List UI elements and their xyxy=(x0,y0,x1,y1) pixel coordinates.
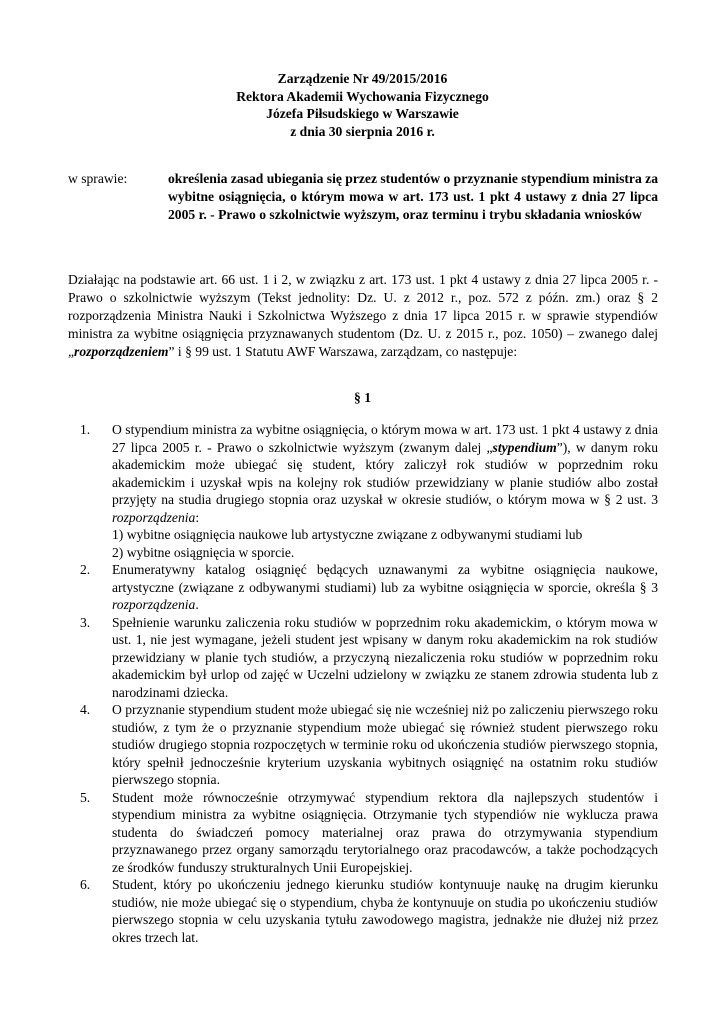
item-text: . xyxy=(195,597,199,612)
list-item-number: 2. xyxy=(80,562,91,577)
list-item xyxy=(68,701,658,789)
document-header xyxy=(0,70,725,140)
header-issuer: Rektora Akademii Wychowania Fizycznego xyxy=(236,88,489,104)
item-text: O stypendium ministra za wybitne osiągnięcia, o którym mowa w art. 173 ust. 1 pkt 4 ustawy z dnia 27 lipca 2005 r. - Prawo o szkolnictwie wyższym (zwanym dalej „ xyxy=(112,422,658,455)
preamble-defined-term: rozporządzeniem xyxy=(74,344,169,359)
header-date: z dnia 30 sierpnia 2016 r. xyxy=(290,123,435,139)
list-item xyxy=(68,561,658,614)
list-item-number: 1. xyxy=(80,422,91,437)
item-text: : xyxy=(195,509,200,525)
preamble-paragraph xyxy=(68,271,658,361)
subject-label: w sprawie: xyxy=(68,171,128,186)
item-italic-term: rozporządzenia xyxy=(112,509,196,525)
list-item xyxy=(68,421,658,561)
preamble-text-1: Działając na podstawie art. 66 ust. 1 i 2, w związku z art. 173 ust. 1 pkt 4 ustawy z dnia 27 lipca 2005 r. - Prawo o szkolnictwie wyższym (Tekst jednolity: Dz. U. z 2012 r., poz. 572 z późn. zm.) oraz § 2 rozporządzenia Ministra Nauki i Szkolnictwa Wyższego z dnia 17 lipca 2015 r. w sprawie stypendiów ministra za wybitne osiągnięcia przyznawanych studentom (Dz. U. z 2015 r., poz. 1050) – zwanego dalej „ xyxy=(68,272,658,359)
item-italic-term: rozporządzenia xyxy=(112,597,196,612)
list-item xyxy=(68,876,658,946)
list-item-number: 5. xyxy=(80,789,91,805)
item-text: Spełnienie warunku zaliczenia roku studiów w poprzednim roku akademickim, o którym mowa w ust. 1, nie jest wymagane, jeżeli student jest wpisany w danym roku akademickim na rok studiów przewidziany w planie tych studiów, a przyczyną niezaliczenia roku studiów w poprzednim roku akademickim był urlop od zajęć w Uczelni udzielony w związku ze stanem zdrowia studenta lub z narodzinami dziecka. xyxy=(112,614,658,700)
header-issuer-name: Józefa Piłsudskiego w Warszawie xyxy=(266,106,459,121)
list-item-number: 4. xyxy=(80,702,91,717)
item-text: Enumeratywny katalog osiągnięć będących uznawanymi za wybitne osiągnięcia naukowe, artystyczne (związane z odbywanymi studiami) lub za wybitne osiągnięcia w sporcie, określa § 3 xyxy=(112,562,658,595)
sub-item: 2) wybitne osiągnięcia w sporcie. xyxy=(112,544,295,560)
item-text: ”), w danym roku akademickim może ubiegać się student, który zaliczył rok studiów w poprzednim roku akademickim i uzyskał wpis na kolejny rok studiów przewidziany w planie studiów albo został przyjęty na studia drugiego stopnia oraz uzyskał w okresie studiów, o którym mowa w § 2 ust. 3 xyxy=(112,439,658,507)
list-item-number: 3. xyxy=(80,614,91,630)
item-text: O przyznanie stypendium student może ubiegać się nie wcześniej niż po zaliczeniu pierwszego roku studiów, z tym że o przyznanie stypendium może ubiegać się również student pierwszego roku studiów drugiego stopnia rozpoczętych w terminie roku od ukończenia studiów pierwszego stopnia, który spełnił jednocześnie kryterium uzyskania wybitnych osiągnięć na ostatnim roku studiów pierwszego stopnia. xyxy=(112,702,658,787)
list-item xyxy=(68,789,658,877)
item-text: Student może równocześnie otrzymywać stypendium rektora dla najlepszych studentów i stypendium ministra za wybitne osiągnięcia. Otrzymanie tych stypendiów nie wyklucza prawa studenta do świadczeń pomocy materialnej oraz prawa do otrzymywania stypendium przyznawanego przez organy samorządu terytorialnego oraz pracodawców, a także pochodzących ze środków funduszy strukturalnych Unii Europejskiej. xyxy=(112,789,658,875)
item-defined-term: stypendium xyxy=(492,439,557,455)
list-item-number: 6. xyxy=(80,877,91,892)
section-heading: § 1 xyxy=(354,390,371,405)
header-title: Zarządzenie Nr 49/2015/2016 xyxy=(277,71,448,86)
item-text: Student, który po ukończeniu jednego kierunku studiów kontynuuje naukę na drugim kierunku studiów, nie może ubiegać się o stypendium, chyba że kontynuuje on studia po ukończeniu studiów pierwszego stopnia w celu uzyskania tytułu zawodowego magistra, jednakże nie dłużej niż przez okres trzech lat. xyxy=(112,877,658,945)
preamble-text-2: ” i § 99 ust. 1 Statutu AWF Warszawa, zarządzam, co następuje: xyxy=(168,344,518,359)
sub-item: 1) wybitne osiągnięcia naukowe lub artystyczne związane z odbywanymi studiami lub xyxy=(112,527,583,542)
paragraph-list xyxy=(68,421,658,946)
subject-text: określenia zasad ubiegania się przez studentów o przyznanie stypendium ministra za wybitne osiągnięcia, o którym mowa w art. 173 ust. 1 pkt 4 ustawy z dnia 27 lipca 2005 r. - Prawo o szkolnictwie wyższym, oraz terminu i trybu składania wniosków xyxy=(168,171,658,222)
list-item xyxy=(68,614,658,702)
